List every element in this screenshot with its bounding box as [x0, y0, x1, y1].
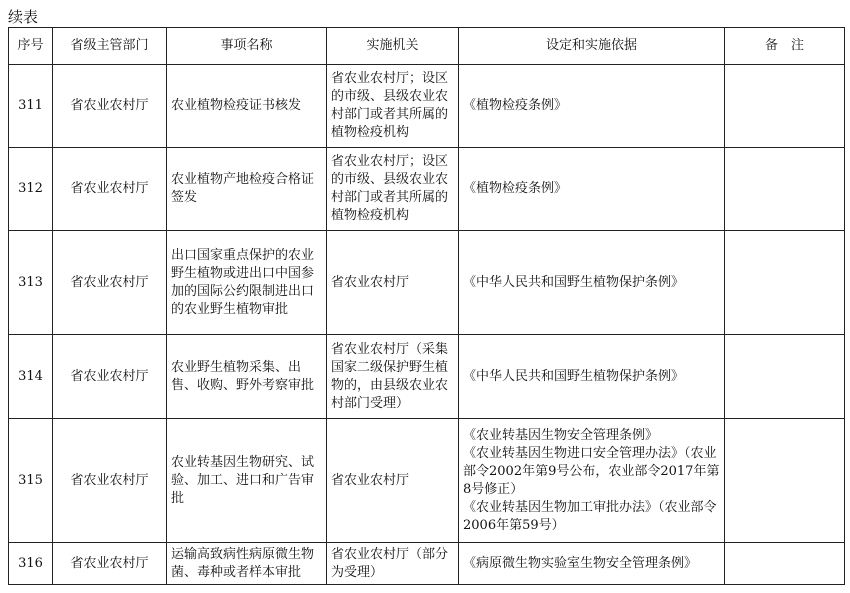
- cell-item-name: 农业植物产地检疫合格证 签发: [167, 148, 327, 231]
- cell-serial: 313: [9, 231, 53, 335]
- cell-legal-basis: 《植物检疫条例》: [459, 148, 725, 231]
- table-row: [9, 335, 845, 419]
- cell-legal-basis: 《农业转基因生物安全管理条例》 《农业转基因生物进口安全管理办法》（农业 部令2002年第9号公布，农业部令2017年第 8号修正） 《农业转基因生物加工审批办法》（农业部令 2006年第59号）: [459, 419, 725, 543]
- cell-serial: 311: [9, 65, 53, 148]
- cell-serial: 312: [9, 148, 53, 231]
- cell-item-name: 农业植物检疫证书核发: [167, 65, 327, 148]
- cell-remarks: [725, 65, 845, 148]
- cell-department: 省农业农村厅: [53, 543, 167, 585]
- continued-caption: 续表: [8, 8, 39, 26]
- table-row: [9, 65, 845, 148]
- header-agency: 实施机关: [327, 28, 459, 65]
- cell-remarks: [725, 335, 845, 419]
- cell-legal-basis: 《植物检疫条例》: [459, 65, 725, 148]
- cell-serial: 314: [9, 335, 53, 419]
- table-header-row: [9, 28, 845, 65]
- cell-serial: 315: [9, 419, 53, 543]
- cell-item-name: 农业野生植物采集、出 售、收购、野外考察审批: [167, 335, 327, 419]
- cell-item-name: 运输高致病性病原微生物 菌、毒种或者样本审批: [167, 543, 327, 585]
- header-item-name: 事项名称: [167, 28, 327, 65]
- cell-legal-basis: 《中华人民共和国野生植物保护条例》: [459, 231, 725, 335]
- cell-agency: 省农业农村厅（部分 为受理）: [327, 543, 459, 585]
- cell-agency: 省农业农村厅；设区 的市级、县级农业农 村部门或者其所属的 植物检疫机构: [327, 65, 459, 148]
- table-row: [9, 231, 845, 335]
- cell-agency: 省农业农村厅；设区 的市级、县级农业农 村部门或者其所属的 植物检疫机构: [327, 148, 459, 231]
- cell-agency: 省农业农村厅: [327, 231, 459, 335]
- cell-agency: 省农业农村厅: [327, 419, 459, 543]
- cell-serial: 316: [9, 543, 53, 585]
- cell-legal-basis: 《中华人民共和国野生植物保护条例》: [459, 335, 725, 419]
- cell-remarks: [725, 419, 845, 543]
- cell-department: 省农业农村厅: [53, 65, 167, 148]
- table-row: [9, 148, 845, 231]
- cell-remarks: [725, 543, 845, 585]
- cell-department: 省农业农村厅: [53, 148, 167, 231]
- table-row: [9, 543, 845, 585]
- cell-legal-basis: 《病原微生物实验室生物安全管理条例》: [459, 543, 725, 585]
- table-row: [9, 419, 845, 543]
- cell-agency: 省农业农村厅（采集 国家二级保护野生植 物的，由县级农业农 村部门受理）: [327, 335, 459, 419]
- header-legal-basis: 设定和实施依据: [459, 28, 725, 65]
- header-serial: 序号: [9, 28, 53, 65]
- cell-remarks: [725, 231, 845, 335]
- cell-department: 省农业农村厅: [53, 231, 167, 335]
- cell-department: 省农业农村厅: [53, 419, 167, 543]
- cell-remarks: [725, 148, 845, 231]
- approval-items-table: [8, 27, 845, 585]
- cell-item-name: 农业转基因生物研究、试 验、加工、进口和广告审 批: [167, 419, 327, 543]
- cell-department: 省农业农村厅: [53, 335, 167, 419]
- header-department: 省级主管部门: [53, 28, 167, 65]
- cell-item-name: 出口国家重点保护的农业 野生植物或进出口中国参 加的国际公约限制进出口 的农业野生植物审批: [167, 231, 327, 335]
- header-remarks: 备 注: [725, 28, 845, 65]
